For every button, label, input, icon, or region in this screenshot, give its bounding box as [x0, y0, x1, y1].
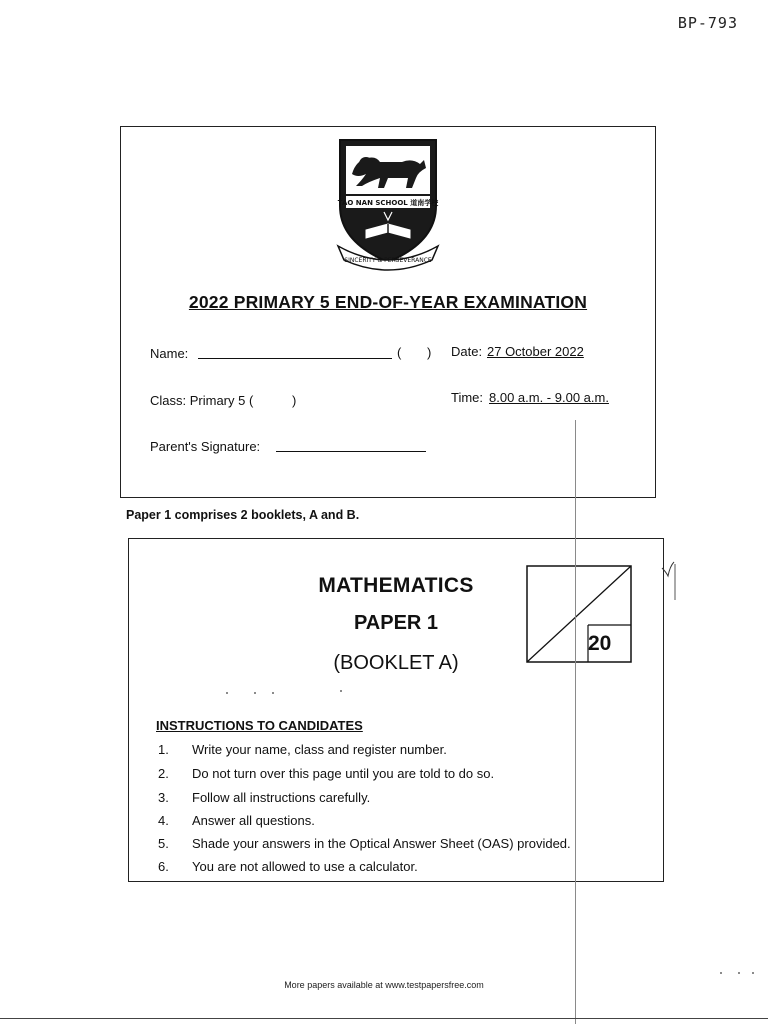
- instruction-number: 1.: [158, 742, 169, 757]
- instruction-number: 3.: [158, 790, 169, 805]
- marks-box: [526, 565, 632, 663]
- instruction-item: [158, 836, 571, 851]
- crest-banner-text: TAO NAN SCHOOL 道南学校: [337, 199, 439, 207]
- name-blank[interactable]: [198, 346, 392, 359]
- instruction-number: 5.: [158, 836, 169, 851]
- document-id: BP-793: [677, 14, 738, 32]
- time-label: Time:: [451, 390, 484, 405]
- instruction-item: [158, 790, 370, 805]
- booklet-title: (BOOKLET A): [333, 652, 459, 674]
- class-paren-close: ): [292, 393, 297, 408]
- class-label: Class: Primary 5 (: [150, 393, 254, 408]
- instruction-text: Follow all instructions carefully.: [192, 790, 371, 805]
- instruction-item: [158, 813, 315, 828]
- register-paren-open: (: [397, 345, 402, 360]
- scan-fold-line: [575, 420, 576, 1024]
- scan-speck: [226, 692, 228, 694]
- date-value: 27 October 2022: [487, 344, 584, 359]
- instruction-item: [158, 859, 418, 874]
- tick-mark-icon: [660, 560, 678, 604]
- instruction-number: 4.: [158, 813, 169, 828]
- scan-speck: [720, 972, 722, 974]
- scan-speck: [272, 692, 274, 694]
- instruction-number: 2.: [158, 766, 169, 781]
- instruction-item: [158, 766, 494, 781]
- scan-speck: [340, 690, 342, 692]
- signature-label: Parent's Signature:: [150, 439, 261, 454]
- instruction-item: [158, 742, 447, 757]
- subject-title: MATHEMATICS: [318, 574, 474, 597]
- instruction-number: 6.: [158, 859, 169, 874]
- scan-speck: [738, 972, 740, 974]
- exam-title: 2022 PRIMARY 5 END-OF-YEAR EXAMINATION: [188, 292, 588, 312]
- signature-blank[interactable]: [276, 439, 426, 452]
- instruction-text: Write your name, class and register number.: [192, 742, 447, 757]
- instruction-text: Do not turn over this page until you are told to do so.: [192, 766, 495, 781]
- date-label: Date:: [451, 344, 483, 359]
- paper-note: Paper 1 comprises 2 booklets, A and B.: [126, 508, 360, 522]
- scan-speck: [752, 972, 754, 974]
- class-blank[interactable]: [271, 393, 289, 405]
- instruction-text: Answer all questions.: [192, 813, 315, 828]
- instruction-text: You are not allowed to use a calculator.: [192, 859, 418, 874]
- register-number-blank[interactable]: [406, 346, 422, 358]
- scan-speck: [254, 692, 256, 694]
- instructions-heading: INSTRUCTIONS TO CANDIDATES: [156, 718, 363, 733]
- school-crest: [332, 134, 444, 272]
- footer-note: More papers available at www.testpapersfree.com: [284, 980, 484, 990]
- register-paren-close: ): [427, 345, 432, 360]
- paper-title: PAPER 1: [353, 612, 439, 634]
- total-marks: 20: [588, 632, 612, 655]
- bottom-edge-line: [0, 1018, 768, 1019]
- time-value: 8.00 a.m. - 9.00 a.m.: [489, 390, 609, 405]
- name-label: Name:: [150, 346, 189, 361]
- instruction-text: Shade your answers in the Optical Answer Sheet (OAS) provided.: [192, 836, 571, 851]
- crest-motto-text: SINCERITY & PERSEVERANCE: [344, 257, 432, 264]
